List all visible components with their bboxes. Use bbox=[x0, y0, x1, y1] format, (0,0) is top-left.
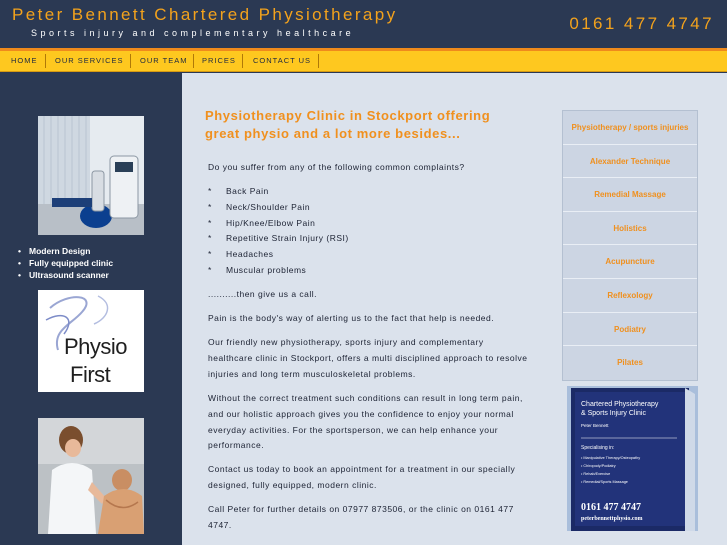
feature-list bbox=[18, 245, 113, 281]
list-item bbox=[208, 184, 349, 200]
nav-prices[interactable]: PRICES bbox=[202, 56, 236, 65]
complaint-label: Repetitive Strain Injury (RSI) bbox=[226, 233, 349, 244]
site-title: Peter Bennett Chartered Physiotherapy bbox=[12, 5, 398, 24]
bullet-marker: * bbox=[208, 201, 212, 212]
treatment-image bbox=[38, 418, 144, 534]
svg-text:• Manipulative Therapy/Osteopa: • Manipulative Therapy/Osteopathy bbox=[581, 456, 641, 460]
list-item bbox=[208, 247, 349, 263]
clinic-room-image bbox=[38, 116, 144, 235]
service-link-pilates[interactable]: Pilates bbox=[617, 358, 643, 368]
clinic-sign-photo bbox=[567, 386, 698, 531]
svg-text:• Chiropody/Podiatry: • Chiropody/Podiatry bbox=[581, 464, 616, 468]
feature-item: • Modern Design bbox=[18, 245, 113, 257]
nav-divider bbox=[45, 54, 46, 68]
bullet-marker: * bbox=[208, 217, 212, 228]
svg-text:Chartered Physiotherapy: Chartered Physiotherapy bbox=[581, 401, 659, 408]
svg-text:• Rehab/Exercise: • Rehab/Exercise bbox=[581, 472, 611, 476]
nav-divider bbox=[130, 54, 131, 68]
pain-paragraph: Pain is the body's way of alerting us to the fact that help is needed. bbox=[208, 313, 495, 323]
nav-divider bbox=[193, 54, 194, 68]
holistic-paragraph: Without the correct treatment such conditions can result in long term pain, and our holistic approach gives you the confidence to enjoy your normal everyday activities. For the sportsperson, we can help enhance your performance. bbox=[208, 393, 523, 451]
svg-text:peterbennettphysio.com: peterbennettphysio.com bbox=[581, 516, 643, 522]
clinic-sign-image bbox=[567, 386, 698, 531]
nav-divider bbox=[318, 54, 319, 68]
call-line: ..........then give us a call. bbox=[208, 289, 318, 299]
service-link-remedial-massage[interactable]: Remedial Massage bbox=[563, 178, 697, 212]
services-menu bbox=[562, 110, 698, 381]
nav-contact-us[interactable]: CONTACT US bbox=[253, 56, 312, 65]
physio-first-logo-image bbox=[38, 290, 144, 392]
bullet-marker: * bbox=[208, 249, 212, 260]
physio-first-logo bbox=[38, 290, 144, 392]
intro-text: Do you suffer from any of the following common complaints? bbox=[208, 162, 465, 172]
list-item bbox=[208, 263, 349, 279]
call-paragraph: Call Peter for further details on 07977 873506, or the clinic on 0161 477 4747. bbox=[208, 504, 514, 530]
nav-divider bbox=[242, 54, 243, 68]
nav-our-services[interactable]: OUR SERVICES bbox=[55, 56, 124, 65]
site-header bbox=[0, 0, 727, 48]
complaint-label: Hip/Knee/Elbow Pain bbox=[226, 217, 316, 228]
feature-item: • Ultrasound scanner bbox=[18, 269, 113, 281]
bullet-marker: * bbox=[208, 186, 212, 196]
service-link-holistics[interactable]: Holistics bbox=[563, 212, 697, 246]
nav-home[interactable]: HOME bbox=[11, 56, 38, 65]
page-headline: Physiotherapy Clinic in Stockport offering great physio and a lot more besides... bbox=[205, 108, 491, 141]
complaint-label: Neck/Shoulder Pain bbox=[226, 201, 311, 212]
complaint-label: Headaches bbox=[226, 249, 274, 260]
svg-text:• Remedial/Sports Massage: • Remedial/Sports Massage bbox=[581, 480, 628, 484]
bullet-marker: * bbox=[208, 233, 212, 244]
svg-text:& Sports Injury Clinic: & Sports Injury Clinic bbox=[581, 410, 646, 417]
svg-text:Specialising in:: Specialising in: bbox=[581, 445, 615, 451]
service-link-physiotherapy[interactable]: Physiotherapy / sports injuries bbox=[563, 111, 697, 145]
complaint-label: Back Pain bbox=[226, 186, 269, 196]
svg-text:First: First bbox=[70, 362, 111, 387]
list-item bbox=[208, 231, 349, 247]
svg-text:0161 477 4747: 0161 477 4747 bbox=[581, 502, 641, 513]
header-phone-number: 0161 477 4747 bbox=[569, 14, 714, 33]
bullet-marker: * bbox=[208, 264, 212, 275]
svg-text:Physio: Physio bbox=[64, 334, 128, 359]
contact-paragraph: Contact us today to book an appointment for a treatment in our specially designed, fully equipped, modern clinic. bbox=[208, 464, 516, 490]
clinic-paragraph: Our friendly new physiotherapy, sports injury and complementary healthcare clinic in Stockport, offers a multi disciplined approach to resolve injuries and long term musculoskeletal problems. bbox=[208, 337, 528, 379]
site-tagline: Sports injury and complementary healthcare bbox=[31, 28, 355, 38]
clinic-room-photo bbox=[38, 116, 144, 235]
service-link-acupuncture[interactable]: Acupuncture bbox=[563, 245, 697, 279]
list-item bbox=[208, 216, 349, 232]
list-item bbox=[208, 200, 349, 216]
complaint-label: Muscular problems bbox=[226, 264, 307, 275]
service-link-alexander-technique[interactable]: Alexander Technique bbox=[563, 145, 697, 179]
nav-our-team[interactable]: OUR TEAM bbox=[140, 56, 188, 65]
service-link-reflexology[interactable]: Reflexology bbox=[563, 279, 697, 313]
service-link-podiatry[interactable]: Podiatry bbox=[563, 313, 697, 347]
main-navigation bbox=[0, 51, 727, 72]
svg-text:Peter Bennett: Peter Bennett bbox=[581, 423, 609, 428]
treatment-photo bbox=[38, 418, 144, 534]
feature-item: • Fully equipped clinic bbox=[18, 257, 113, 269]
complaints-list bbox=[208, 184, 349, 279]
